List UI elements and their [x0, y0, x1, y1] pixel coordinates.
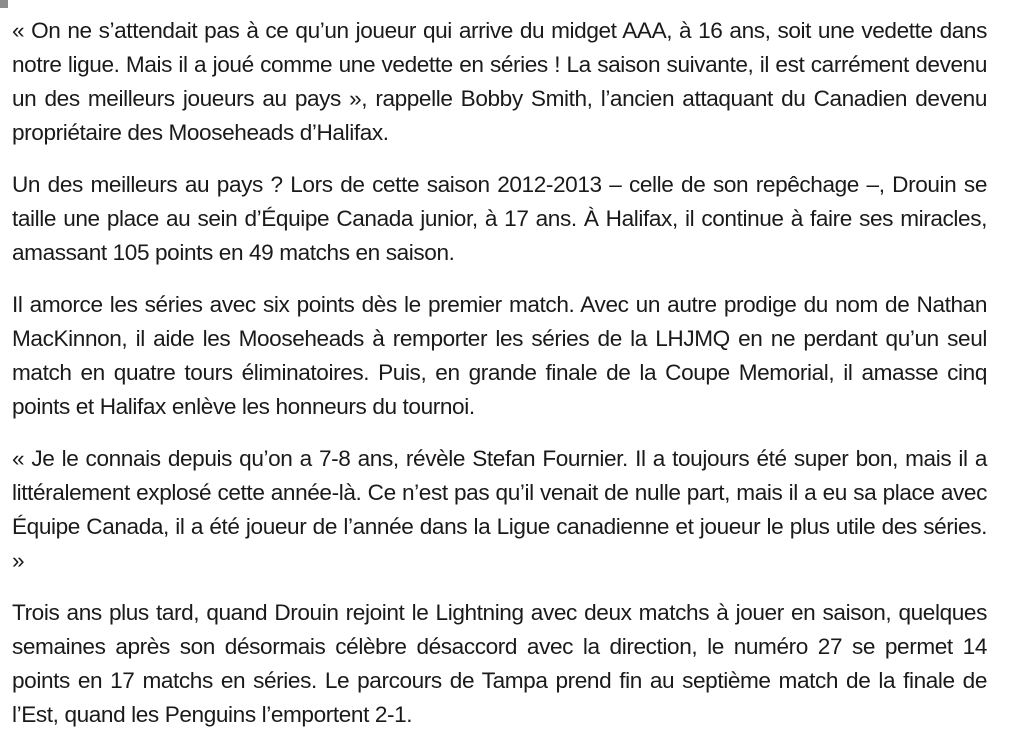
- paragraph-4: « Je le connais depuis qu’on a 7-8 ans, révèle Stefan Fournier. Il a toujours été super bon, mais il a littéralement explosé cette année-là. Ce n’est pas qu’il venait de nulle part, mais il a eu sa place avec Équipe Canada, il a été joueur de l’année dans la Ligue canadienne et joueur le plus utile des séries. »: [12, 446, 987, 573]
- paragraph-1: « On ne s’attendait pas à ce qu’un joueur qui arrive du midget AAA, à 16 ans, soit une vedette dans notre ligue. Mais il a joué comme une vedette en séries ! La saison suivante, il est carrément devenu un des meilleurs joueurs au pays », rappelle Bobby Smith, l’ancien attaquant du Canadien devenu propriétaire des Mooseheads d’Halifax.: [12, 18, 987, 145]
- paragraph-3: Il amorce les séries avec six points dès le premier match. Avec un autre prodige du nom de Nathan MacKinnon, il aide les Mooseheads à remporter les séries de la LHJMQ en ne perdant qu’un seul match en quatre tours éliminatoires. Puis, en grande finale de la Coupe Memorial, il amasse cinq points et Halifax enlève les honneurs du tournoi.: [12, 292, 987, 419]
- article-body: [12, 14, 987, 750]
- paragraph-5: Trois ans plus tard, quand Drouin rejoint le Lightning avec deux matchs à jouer en saison, quelques semaines après son désormais célèbre désaccord avec la direction, le numéro 27 se permet 14 points en 17 matchs en séries. Le parcours de Tampa prend fin au septième match de la finale de l’Est, quand les Penguins l’emportent 2-1.: [12, 600, 987, 727]
- paragraph-2: Un des meilleurs au pays ? Lors de cette saison 2012-2013 – celle de son repêchage –, Drouin se taille une place au sein d’Équipe Canada junior, à 17 ans. À Halifax, il continue à faire ses miracles, amassant 105 points en 49 matchs en saison.: [12, 172, 987, 265]
- corner-marker: [0, 0, 8, 8]
